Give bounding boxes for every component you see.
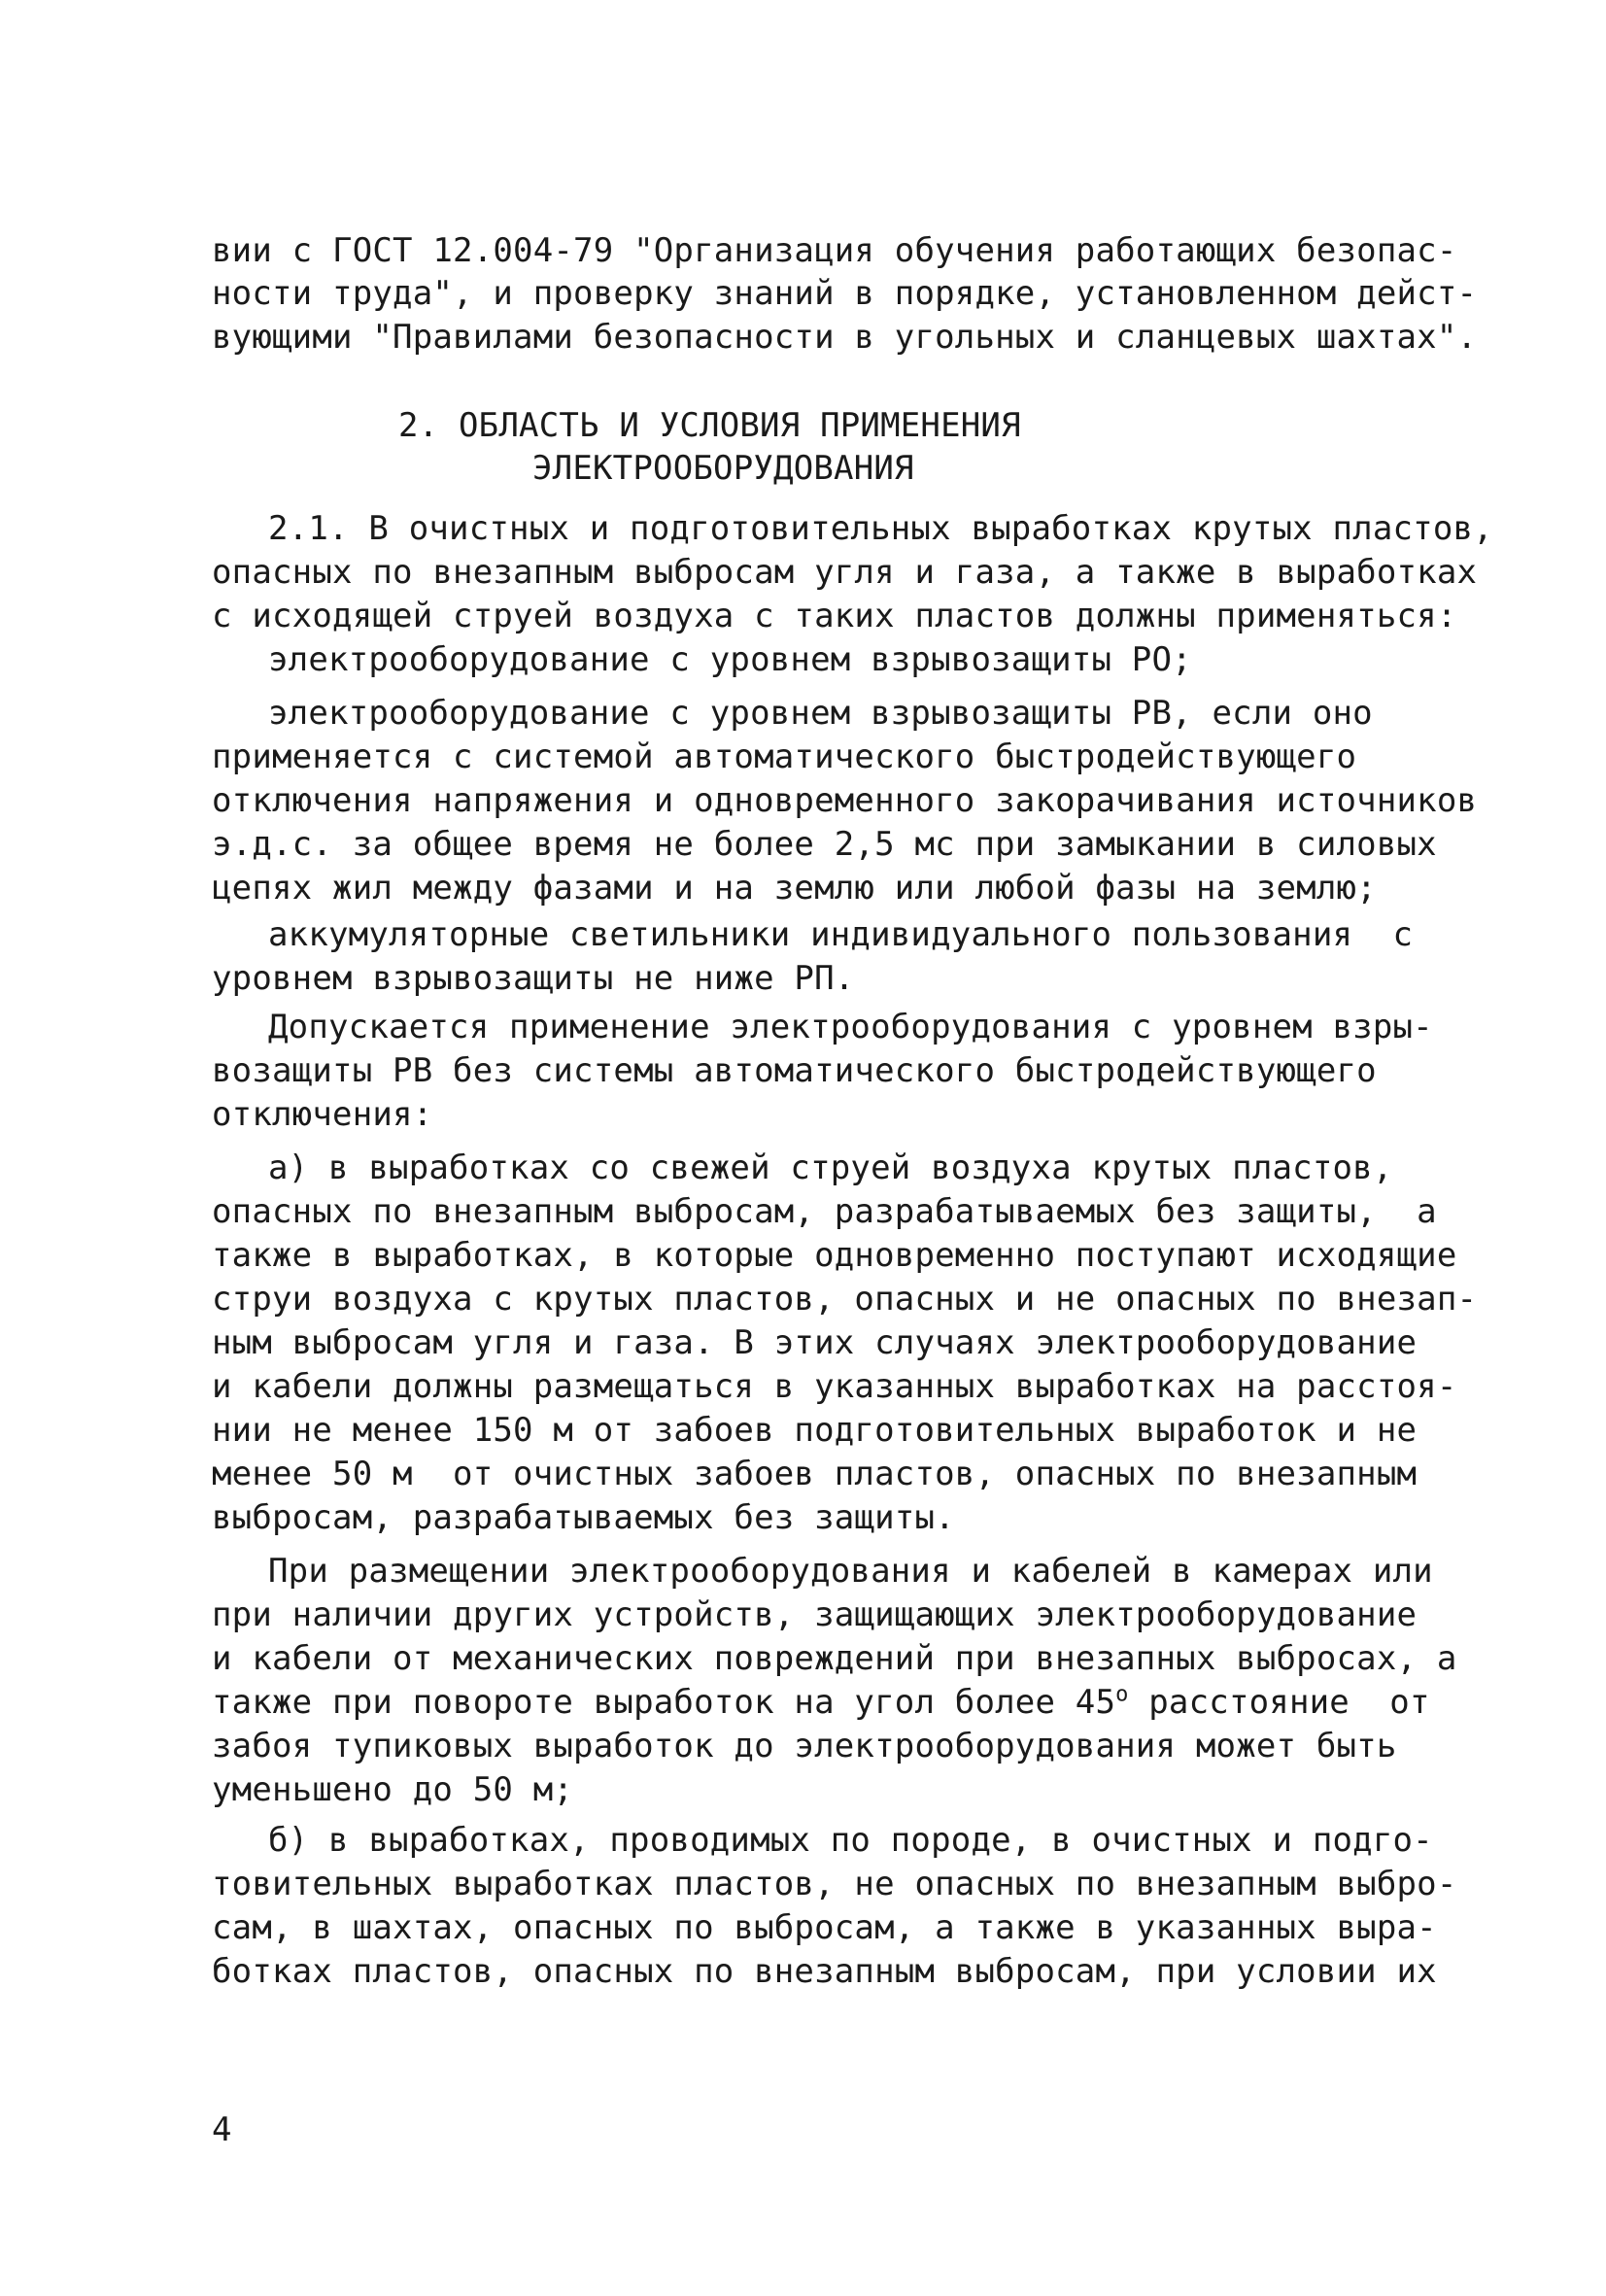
- list-item: аккумуляторные светильники индивидуального пользования с: [268, 915, 1414, 954]
- paragraph-first-line: При размещении электрооборудования и кабелей в камерах или: [268, 1552, 1433, 1591]
- text-line: отключения:: [212, 1095, 433, 1134]
- degree-superscript: о: [1115, 1682, 1129, 1707]
- list-item: б) в выработках, проводимых по породе, в очистных и подго-: [268, 1821, 1433, 1860]
- text-line: уменьшено до 50 м;: [212, 1770, 574, 1809]
- text-line: товительных выработках пластов, не опасных по внезапным выбро-: [212, 1865, 1457, 1903]
- list-item: электрооборудование с уровнем взрывозащиты РВ, если оно: [268, 694, 1373, 733]
- text-line: и кабели от механических повреждений при внезапных выбросах, а: [212, 1639, 1457, 1678]
- text-line: применяется с системой автоматического быстродействующего: [212, 737, 1357, 776]
- text-line: выбросам, разрабатываемых без защиты.: [212, 1498, 955, 1537]
- text-line: э.д.с. за общее время не более 2,5 мс при замыкании в силовых: [212, 825, 1437, 864]
- text-line: опасных по внезапным выбросам угля и газа, а также в выработках: [212, 553, 1478, 592]
- text-line: с исходящей струей воздуха с таких пластов должны применяться:: [212, 597, 1457, 635]
- text-line: менее 50 м от очистных забоев пластов, опасных по внезапным: [212, 1455, 1418, 1493]
- text-line: возащиты РВ без системы автоматического быстродействующего: [212, 1051, 1377, 1090]
- section-heading-continued: ЭЛЕКТРООБОРУДОВАНИЯ: [532, 449, 914, 488]
- paragraph-first-line: 2.1. В очистных и подготовительных выработках крутых пластов,: [268, 509, 1493, 548]
- page-number: 4: [212, 2110, 232, 2149]
- text-line: струи воздуха с крутых пластов, опасных и не опасных по внезап-: [212, 1280, 1478, 1319]
- text-line: сам, в шахтах, опасных по выбросам, а также в указанных выра-: [212, 1908, 1437, 1947]
- text-line: уровнем взрывозащиты не ниже РП.: [212, 959, 855, 998]
- text-line: при наличии других устройств, защищающих электрооборудование: [212, 1595, 1418, 1634]
- text-line: отключения напряжения и одновременного закорачивания источников: [212, 781, 1478, 820]
- text-line: ным выбросам угля и газа. В этих случаях электрооборудование: [212, 1323, 1418, 1362]
- text-line: ности труда", и проверку знаний в порядке, установленном дейст-: [212, 274, 1478, 313]
- paragraph-first-line: Допускается применение электрооборудования с уровнем взры-: [268, 1008, 1433, 1046]
- text-line-with-superscript: [212, 1681, 1430, 1724]
- text-line: также в выработках, в которые одновременно поступают исходящие: [212, 1236, 1457, 1275]
- list-item: электрооборудование с уровнем взрывозащиты РО;: [268, 640, 1192, 679]
- text-line: нии не менее 150 м от забоев подготовительных выработок и не: [212, 1411, 1418, 1450]
- list-item: а) в выработках со свежей струей воздуха крутых пластов,: [268, 1148, 1393, 1187]
- text-line: опасных по внезапным выбросам, разрабатываемых без защиты, а: [212, 1192, 1437, 1231]
- section-heading: 2. ОБЛАСТЬ И УСЛОВИЯ ПРИМЕНЕНИЯ: [398, 406, 1021, 445]
- text-line: вующими "Правилами безопасности в угольных и сланцевых шахтах".: [212, 318, 1478, 357]
- text-segment: также при повороте выработок на угол более 45: [212, 1683, 1116, 1722]
- text-segment: расстояние от: [1128, 1683, 1430, 1722]
- text-line: и кабели должны размещаться в указанных выработках на расстоя-: [212, 1367, 1457, 1406]
- text-line: ботках пластов, опасных по внезапным выбросам, при условии их: [212, 1952, 1437, 1991]
- text-line: вии с ГОСТ 12.004-79 "Организация обучения работающих безопас-: [212, 231, 1457, 270]
- text-line: цепях жил между фазами и на землю или любой фазы на землю;: [212, 869, 1377, 908]
- text-line: забоя тупиковых выработок до электрооборудования может быть: [212, 1727, 1397, 1765]
